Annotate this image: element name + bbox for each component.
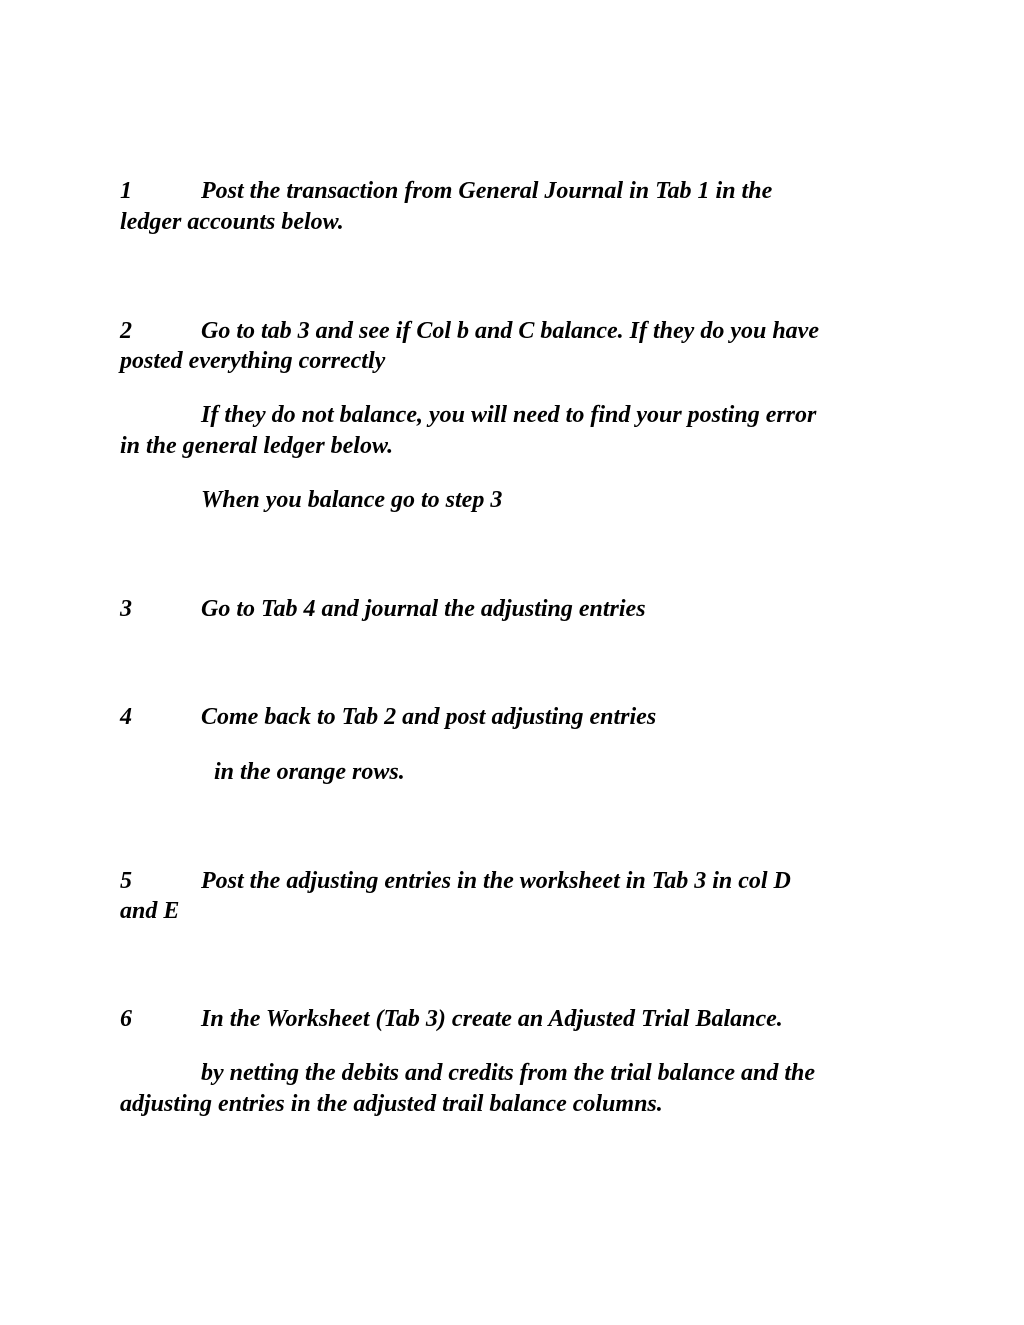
step-1-text-line-2: ledger accounts below.: [120, 209, 344, 235]
step-4-note-line-1: in the orange rows.: [214, 759, 405, 785]
step-2-note-line-2: in the general ledger below.: [120, 433, 394, 459]
step-3-text-line-1: Go to Tab 4 and journal the adjusting entries: [201, 596, 646, 622]
step-1-number: 1: [120, 178, 132, 204]
step-5-text-line-2: and E: [120, 898, 180, 924]
step-2-text-line-2: posted everything correctly: [120, 348, 386, 374]
step-2-text-line-1: Go to tab 3 and see if Col b and C balance. If they do you have: [201, 318, 819, 344]
step-6-text-line-1: In the Worksheet (Tab 3) create an Adjusted Trial Balance.: [201, 1006, 783, 1032]
step-5-number: 5: [120, 868, 132, 894]
step-6-note-line-1: by netting the debits and credits from the trial balance and the: [201, 1060, 816, 1086]
step-2-note-line-1: If they do not balance, you will need to find your posting error: [201, 402, 817, 428]
step-2-note-line-3: When you balance go to step 3: [201, 487, 503, 513]
step-2-number: 2: [120, 318, 132, 344]
step-6-number: 6: [120, 1006, 132, 1032]
step-6-note-line-2: adjusting entries in the adjusted trail balance columns.: [120, 1091, 663, 1117]
step-3-number: 3: [120, 596, 132, 622]
step-4-number: 4: [120, 704, 132, 730]
step-5-text-line-1: Post the adjusting entries in the worksheet in Tab 3 in col D: [201, 868, 791, 894]
step-4-text-line-1: Come back to Tab 2 and post adjusting entries: [201, 704, 657, 730]
step-1-text-line-1: Post the transaction from General Journal in Tab 1 in the: [201, 178, 773, 204]
